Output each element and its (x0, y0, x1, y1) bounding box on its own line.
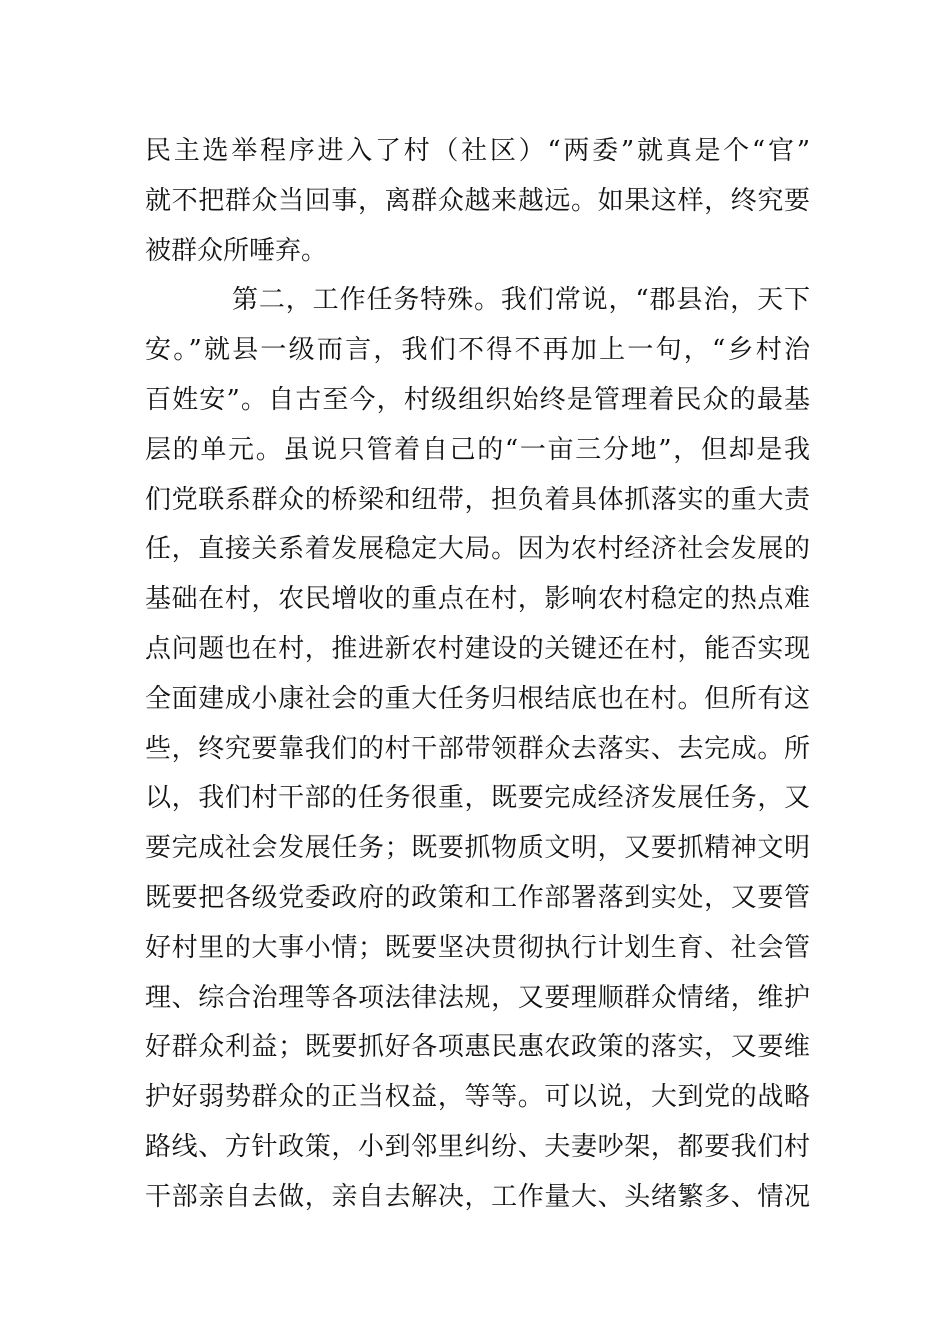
text-line: 要完成社会发展任务；既要抓物质文明，又要抓精神文明 (145, 833, 810, 864)
paragraph-2 (145, 276, 810, 1322)
text-line (145, 1223, 810, 1273)
text-line: 们党联系群众的桥梁和纽带，担负着具体抓落实的重大责 (145, 484, 810, 515)
text-line: 路线、方针政策，小到邻里纠纷、夫妻吵架，都要我们村 (145, 1131, 810, 1162)
text-line: 任，直接关系着发展稳定大局。因为农村经济社会发展的 (145, 534, 810, 565)
text-line: 就不把群众当回事，离群众越来越远。如果这样，终究要 (145, 185, 810, 216)
text-line: 好群众利益；既要抓好各项惠民惠农政策的落实，又要维 (145, 1032, 810, 1063)
text-line: 点问题也在村，推进新农村建设的关键还在村，能否实现 (145, 633, 810, 664)
body-text (145, 127, 810, 1322)
text-line: 民主选举程序进入了村（社区）“两委”就真是个“官” (145, 136, 810, 166)
text-line: 干部亲自去做，亲自去解决，工作量大、头绪繁多、情况 (145, 1181, 810, 1212)
text-line: 以，我们村干部的任务很重，既要完成经济发展任务，又 (145, 783, 810, 814)
text-line: 安。”就县一级而言，我们不得不再加上一句，“乡村治 (145, 335, 810, 366)
text-line: 理、综合治理等各项法律法规，又要理顺群众情绪，维护 (145, 982, 810, 1013)
text-line: 既要把各级党委政府的政策和工作部署落到实处，又要管 (145, 882, 810, 913)
paragraph-1 (145, 127, 810, 276)
text-line: 些，终究要靠我们的村干部带领群众去落实、去完成。所 (145, 733, 810, 764)
text-line: 层的单元。虽说只管着自己的“一亩三分地”，但却是我 (145, 434, 810, 465)
text-line: 被群众所唾弃。 (145, 235, 328, 266)
text-line: 全面建成小康社会的重大任务归根结底也在村。但所有这 (145, 683, 810, 714)
text-line: 百姓安”。自古至今，村级组织始终是管理着民众的最基 (145, 384, 810, 415)
text-line: 第二，工作任务特殊。我们常说，“郡县治，天下 (232, 285, 810, 316)
text-line: 基础在村，农民增收的重点在村，影响农村稳定的热点难 (145, 584, 810, 615)
text-line: 好村里的大事小情；既要坚决贯彻执行计划生育、社会管 (145, 932, 810, 963)
text-line: 护好弱势群众的正当权益，等等。可以说，大到党的战略 (145, 1082, 810, 1113)
text-line (145, 1272, 810, 1322)
